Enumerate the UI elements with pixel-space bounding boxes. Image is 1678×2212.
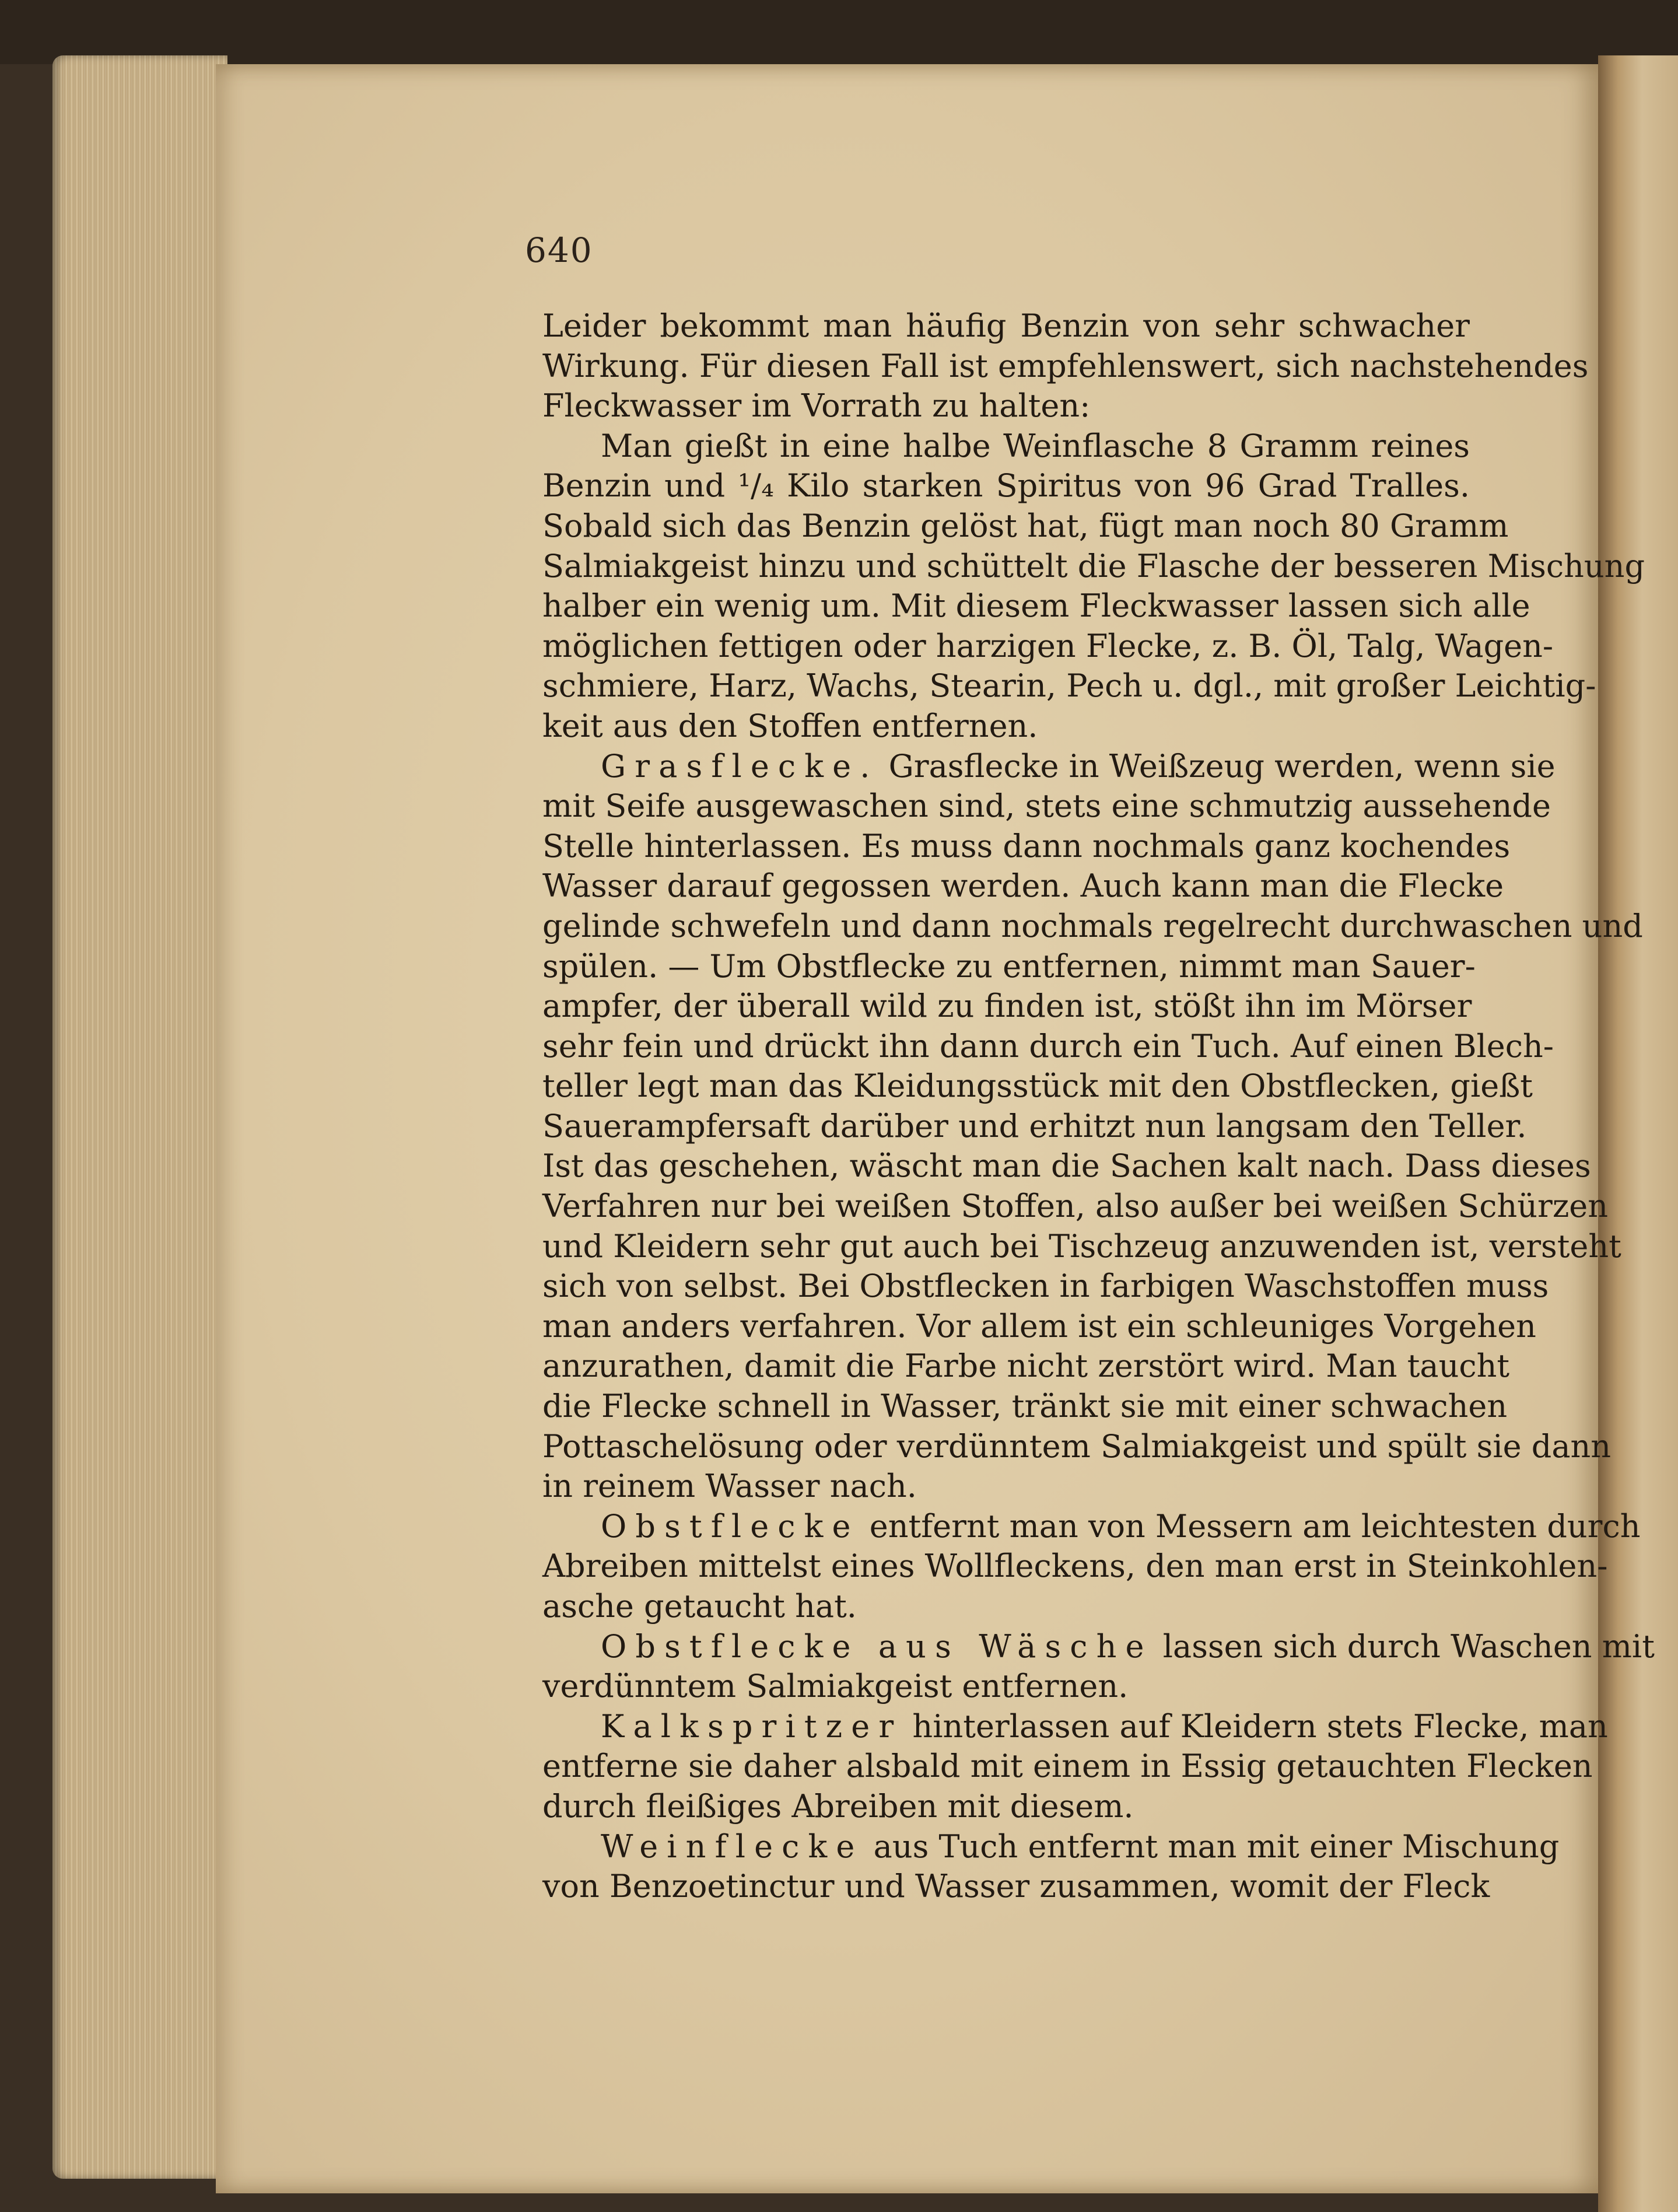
line-text: anzurathen, damit die Farbe nicht zerstört wird. Man taucht [542,1348,1510,1385]
text-line [542,866,1504,907]
line-text: Fleckwasser im Vorrath zu halten: [542,387,1091,425]
line-text: keit aus den Stoffen entfernen. [542,707,1038,744]
text-line [542,1787,1470,1827]
text-line [542,1107,1527,1147]
line-text: spülen. — Um Obstflecke zu entfernen, nimmt man Sauer- [542,947,1476,985]
text-line [542,986,1470,1027]
section-lead: Obstflecke [601,1507,860,1545]
line-text: sich von selbst. Bei Obstflecken in farbigen Waschstoffen muss [542,1268,1549,1305]
line-text: möglichen fettigen oder harzigen Flecke, z. B. Öl, Talg, Wagen- [542,627,1554,664]
text-line [542,586,1530,626]
text-line [542,1667,1470,1707]
text-line [542,306,1470,346]
text-line [542,1627,1655,1667]
line-text: Pottaschelösung oder verdünntem Salmiakgeist und spült sie dann [542,1427,1612,1465]
text-line [542,666,1596,706]
line-text: Ist das geschehen, wäscht man die Sachen kalt nach. Dass dieses [542,1147,1591,1185]
text-line [542,747,1556,787]
text-line [542,1587,1470,1627]
line-text: man anders verfahren. Vor allem ist ein schleuniges Vorgehen [542,1307,1536,1345]
text-line [542,1507,1641,1547]
line-text: Grasflecke in Weißzeug werden, wenn sie [878,747,1556,785]
line-text: Sobald sich das Benzin gelöst hat, fügt man noch 80 Gramm [542,507,1509,544]
section-lead: Grasflecke. [601,747,879,785]
section-lead: Weinflecke [601,1828,864,1865]
line-text: Stelle hinterlassen. Es muss dann nochmals ganz kochendes [542,827,1511,864]
line-text: aus Tuch entfernt man mit einer Mischung [863,1828,1560,1865]
background-top [0,0,1678,64]
text-line [542,547,1645,587]
text-line [542,426,1470,467]
line-text: gelinde schwefeln und dann nochmals regelrecht durchwaschen und [542,907,1643,944]
text-line [542,1746,1593,1787]
line-text: ampfer, der überall wild zu finden ist, stößt ihn im Mörser [542,988,1472,1025]
line-text: mit Seife ausgewaschen sind, stets eine schmutzig aussehende [542,788,1551,825]
text-line [542,1027,1554,1067]
text-line [542,947,1476,987]
line-text: von Benzoetinctur und Wasser zusammen, womit der Fleck [542,1868,1490,1905]
line-text: die Flecke schnell in Wasser, tränkt sie mit einer schwachen [542,1388,1508,1425]
line-text: Abreiben mittelst eines Wollfleckens, den man erst in Steinkohlen- [542,1548,1608,1585]
line-text: und Kleidern sehr gut auch bei Tischzeug anzuwenden ist, versteht [542,1227,1621,1265]
text-line [542,1146,1591,1186]
text-line [542,1066,1533,1107]
body-text [542,306,1655,1907]
line-text: in reinem Wasser nach. [542,1468,917,1505]
text-line [542,466,1470,506]
line-text: Salmiakgeist hinzu und schüttelt die Flasche der besseren Mischung [542,547,1645,584]
line-text: Man gießt in eine halbe Weinflasche 8 Gramm reines [601,427,1470,464]
text-line [542,1387,1508,1427]
text-line [542,1427,1612,1467]
line-text: Wirkung. Für diesen Fall ist empfehlenswert, sich nachstehendes [542,347,1589,384]
line-text: Leider bekommt man häufig Benzin von sehr schwacher [542,307,1470,344]
text-line [542,907,1643,947]
text-line [542,1307,1536,1347]
text-line [542,1827,1560,1867]
line-text: sehr fein und drückt ihn dann durch ein Tuch. Auf einen Blech- [542,1027,1554,1065]
line-text: hinterlassen auf Kleidern stets Flecke, man [902,1707,1608,1745]
section-lead: Kalkspritzer [601,1707,903,1745]
line-text: Benzin und ¹/₄ Kilo starken Spiritus von 96 Grad Tralles. [542,467,1470,505]
line-text: durch fleißiges Abreiben mit diesem. [542,1787,1134,1825]
text-line [542,346,1589,387]
text-line [542,786,1551,827]
text-line [542,1707,1608,1747]
line-text: entferne sie daher alsbald mit einem in Essig getauchten Flecken [542,1748,1593,1785]
line-text: asche getaucht hat. [542,1588,857,1625]
text-line [542,827,1511,867]
section-lead: Obstflecke aus Wäsche [601,1628,1153,1665]
text-line [542,1266,1549,1307]
line-text: Verfahren nur bei weißen Stoffen, also außer bei weißen Schürzen [542,1188,1609,1225]
line-text: Sauerampfersaft darüber und erhitzt nun langsam den Teller. [542,1107,1527,1144]
text-line [542,626,1554,667]
line-text: halber ein wenig um. Mit diesem Fleckwasser lassen sich alle [542,587,1530,625]
text-line [542,1227,1621,1267]
text-line [542,706,1470,747]
text-line [542,1546,1608,1587]
text-line [542,1186,1609,1227]
text-line [542,1466,1470,1507]
text-line [542,1867,1490,1907]
text-line [542,506,1509,547]
page-number: 640 [525,230,593,270]
book-gutter [1598,55,1678,2212]
line-text: lassen sich durch Waschen mit [1152,1628,1655,1665]
line-text: entfernt man von Messern am leichtesten durch [859,1507,1641,1545]
line-text: teller legt man das Kleidungsstück mit den Obstflecken, gießt [542,1068,1533,1105]
line-text: verdünntem Salmiakgeist entfernen. [542,1668,1129,1705]
line-text: schmiere, Harz, Wachs, Stearin, Pech u. dgl., mit großer Leichtig- [542,667,1596,705]
book-page-edges [52,55,227,2179]
line-text: Wasser darauf gegossen werden. Auch kann man die Flecke [542,867,1504,905]
text-line [542,386,1470,426]
text-line [542,1346,1510,1387]
